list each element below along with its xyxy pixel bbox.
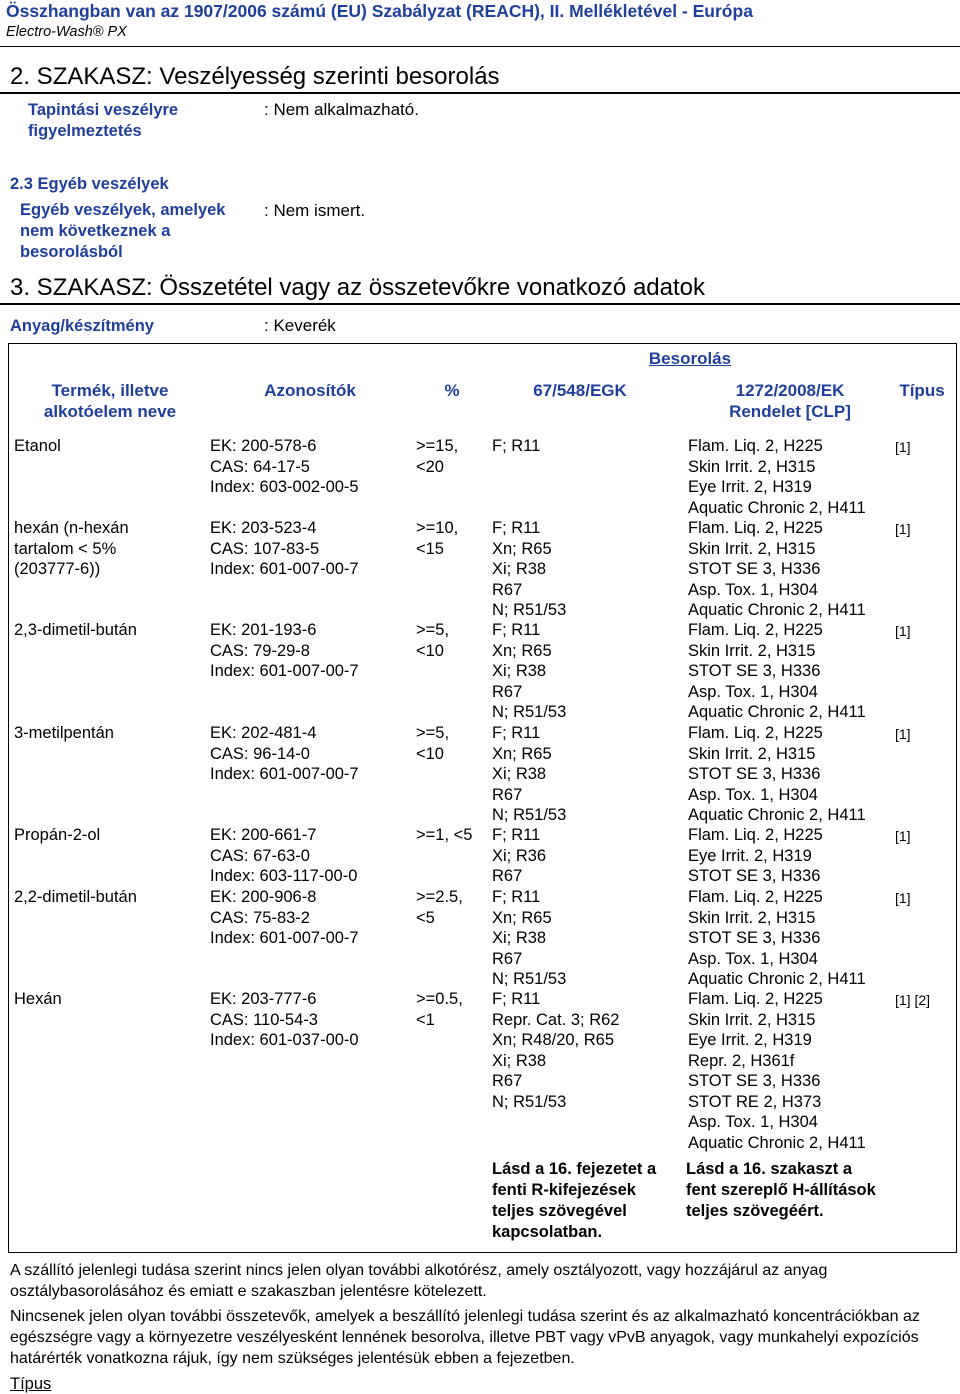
row-6-name: 2,2-dimetil-bután xyxy=(14,888,137,906)
row-5-percent: >=1, <5 xyxy=(416,826,473,844)
section2-title: 2. SZAKASZ: Veszélyesség szerinti besorolás xyxy=(0,60,960,94)
row-1-type: [1] xyxy=(895,439,911,455)
header-type: Típus xyxy=(899,381,945,400)
row-5-clp: Flam. Liq. 2, H225 Eye Irrit. 2, H319 STOT SE 3, H336 xyxy=(688,826,823,885)
row-7-ids: EK: 203-777-6 CAS: 110-54-3 Index: 601-037-00-0 xyxy=(210,990,359,1049)
clp-note: Lásd a 16. szakaszt a fent szereplő H-állítások teljes szövegéért. xyxy=(686,1160,876,1220)
other-hazards-value: : Nem ismert. xyxy=(264,201,366,220)
row-2-ids: EK: 203-523-4 CAS: 107-83-5 Index: 601-007-00-7 xyxy=(210,519,359,578)
row-3-name: 2,3-dimetil-bután xyxy=(14,621,137,639)
row-3-clp: Flam. Liq. 2, H225 Skin Irrit. 2, H315 STOT SE 3, H336 Asp. Tox. 1, H304 Aquatic Chronic 2, H411 xyxy=(688,621,866,721)
row-6-percent: >=2.5, <5 xyxy=(416,888,463,927)
substance-value: : Keverék xyxy=(264,316,336,335)
header-clp: 1272/2008/EK Rendelet [CLP] xyxy=(729,381,851,421)
row-7-clp: Flam. Liq. 2, H225 Skin Irrit. 2, H315 Eye Irrit. 2, H319 Repr. 2, H361f STOT SE 3, H336 STOT RE 2, H373 Asp. Tox. 1, H304 Aquatic Chronic 2, H411 xyxy=(688,990,866,1152)
row-3-type: [1] xyxy=(895,623,911,639)
row-4-eec: F; R11 Xn; R65 Xi; R38 R67 N; R51/53 xyxy=(492,724,567,824)
row-6-clp: Flam. Liq. 2, H225 Skin Irrit. 2, H315 STOT SE 3, H336 Asp. Tox. 1, H304 Aquatic Chronic 2, H411 xyxy=(688,888,866,988)
header-percent: % xyxy=(444,381,460,400)
regulation-title: Összhangban van az 1907/2006 számú (EU) Szabályzat (REACH), II. Mellékletével - Európa xyxy=(6,1,753,21)
tipus-link[interactable]: Típus xyxy=(10,1375,52,1393)
row-7-type: [1] [2] xyxy=(895,992,931,1008)
row-4-ids: EK: 202-481-4 CAS: 96-14-0 Index: 601-007-00-7 xyxy=(210,724,359,783)
row-6-eec: F; R11 Xn; R65 Xi; R38 R67 N; R51/53 xyxy=(492,888,567,988)
row-1-eec: F; R11 xyxy=(492,437,541,455)
section3-title: 3. SZAKASZ: Összetétel vagy az összetevőkre vonatkozó adatok xyxy=(0,271,960,305)
row-2-name: hexán (n-hexán tartalom < 5% (203777-6)) xyxy=(14,519,129,578)
row-5-ids: EK: 200-661-7 CAS: 67-63-0 Index: 603-117-00-0 xyxy=(210,826,358,885)
row-5-eec: F; R11 Xi; R36 R67 xyxy=(492,826,547,885)
product-name: Electro-Wash® PX xyxy=(6,24,127,40)
row-6-type: [1] xyxy=(895,890,911,906)
header-ids: Azonosítók xyxy=(264,381,356,400)
row-7-eec: F; R11 Repr. Cat. 3; R62 Xn; R48/20, R65 Xi; R38 R67 N; R51/53 xyxy=(492,990,620,1111)
row-2-type: [1] xyxy=(895,521,911,537)
header-besorolas: Besorolás xyxy=(648,349,732,368)
row-4-percent: >=5, <10 xyxy=(416,724,450,763)
row-1-percent: >=15, <20 xyxy=(416,437,459,476)
row-3-ids: EK: 201-193-6 CAS: 79-29-8 Index: 601-007-00-7 xyxy=(210,621,359,680)
row-1-clp: Flam. Liq. 2, H225 Skin Irrit. 2, H315 Eye Irrit. 2, H319 Aquatic Chronic 2, H411 xyxy=(688,437,866,517)
tactile-hazard-label: Tapintási veszélyre figyelmeztetés xyxy=(28,101,179,140)
row-5-type: [1] xyxy=(895,828,911,844)
substance-label: Anyag/készítmény xyxy=(10,317,154,335)
header-67-548: 67/548/EGK xyxy=(533,381,627,400)
row-1-name: Etanol xyxy=(14,437,61,455)
row-1-ids: EK: 200-578-6 CAS: 64-17-5 Index: 603-002-00-5 xyxy=(210,437,359,496)
document-header xyxy=(0,0,960,47)
footer-paragraph-1: A szállító jelenlegi tudása szerint nincs jelen olyan további alkotórész, amely osztályozott, vagy hozzájárul az anyag osztálybasorolásához és emiatt e szakaszban jelentésre kötelezett. xyxy=(10,1262,828,1300)
row-5-name: Propán-2-ol xyxy=(14,826,101,844)
other-hazards-label: Egyéb veszélyek, amelyek nem következnek a besorolásból xyxy=(20,201,226,261)
row-6-ids: EK: 200-906-8 CAS: 75-83-2 Index: 601-007-00-7 xyxy=(210,888,359,947)
footer-paragraph-2: Nincsenek jelen olyan további összetevők, amelyek a beszállító jelenlegi tudása szerint és az alkalmazható koncentrációkban az egészségre vagy a környezetre veszélyesként lennének besorolva, illetve PBT vagy vPvB anyagok, vagy munkahelyi expozíciós határérték vonatkozna rájuk, így nem szükséges jelentésük ebben a fejezetben. xyxy=(10,1308,920,1367)
subsection-other-hazards: 2.3 Egyéb veszélyek xyxy=(10,175,169,193)
row-3-eec: F; R11 Xn; R65 Xi; R38 R67 N; R51/53 xyxy=(492,621,567,721)
row-7-name: Hexán xyxy=(14,990,62,1008)
row-7-percent: >=0.5, <1 xyxy=(416,990,463,1029)
row-4-name: 3-metilpentán xyxy=(14,724,114,742)
row-2-percent: >=10, <15 xyxy=(416,519,459,558)
eec-note: Lásd a 16. fejezetet a fenti R-kifejezések teljes szövegével kapcsolatban. xyxy=(492,1160,657,1241)
row-2-clp: Flam. Liq. 2, H225 Skin Irrit. 2, H315 STOT SE 3, H336 Asp. Tox. 1, H304 Aquatic Chronic 2, H411 xyxy=(688,519,866,619)
row-4-clp: Flam. Liq. 2, H225 Skin Irrit. 2, H315 STOT SE 3, H336 Asp. Tox. 1, H304 Aquatic Chronic 2, H411 xyxy=(688,724,866,824)
row-2-eec: F; R11 Xn; R65 Xi; R38 R67 N; R51/53 xyxy=(492,519,567,619)
header-product: Termék, illetve alkotóelem neve xyxy=(43,381,177,421)
tactile-hazard-value: : Nem alkalmazható. xyxy=(264,100,419,119)
row-4-type: [1] xyxy=(895,726,911,742)
row-3-percent: >=5, <10 xyxy=(416,621,450,660)
